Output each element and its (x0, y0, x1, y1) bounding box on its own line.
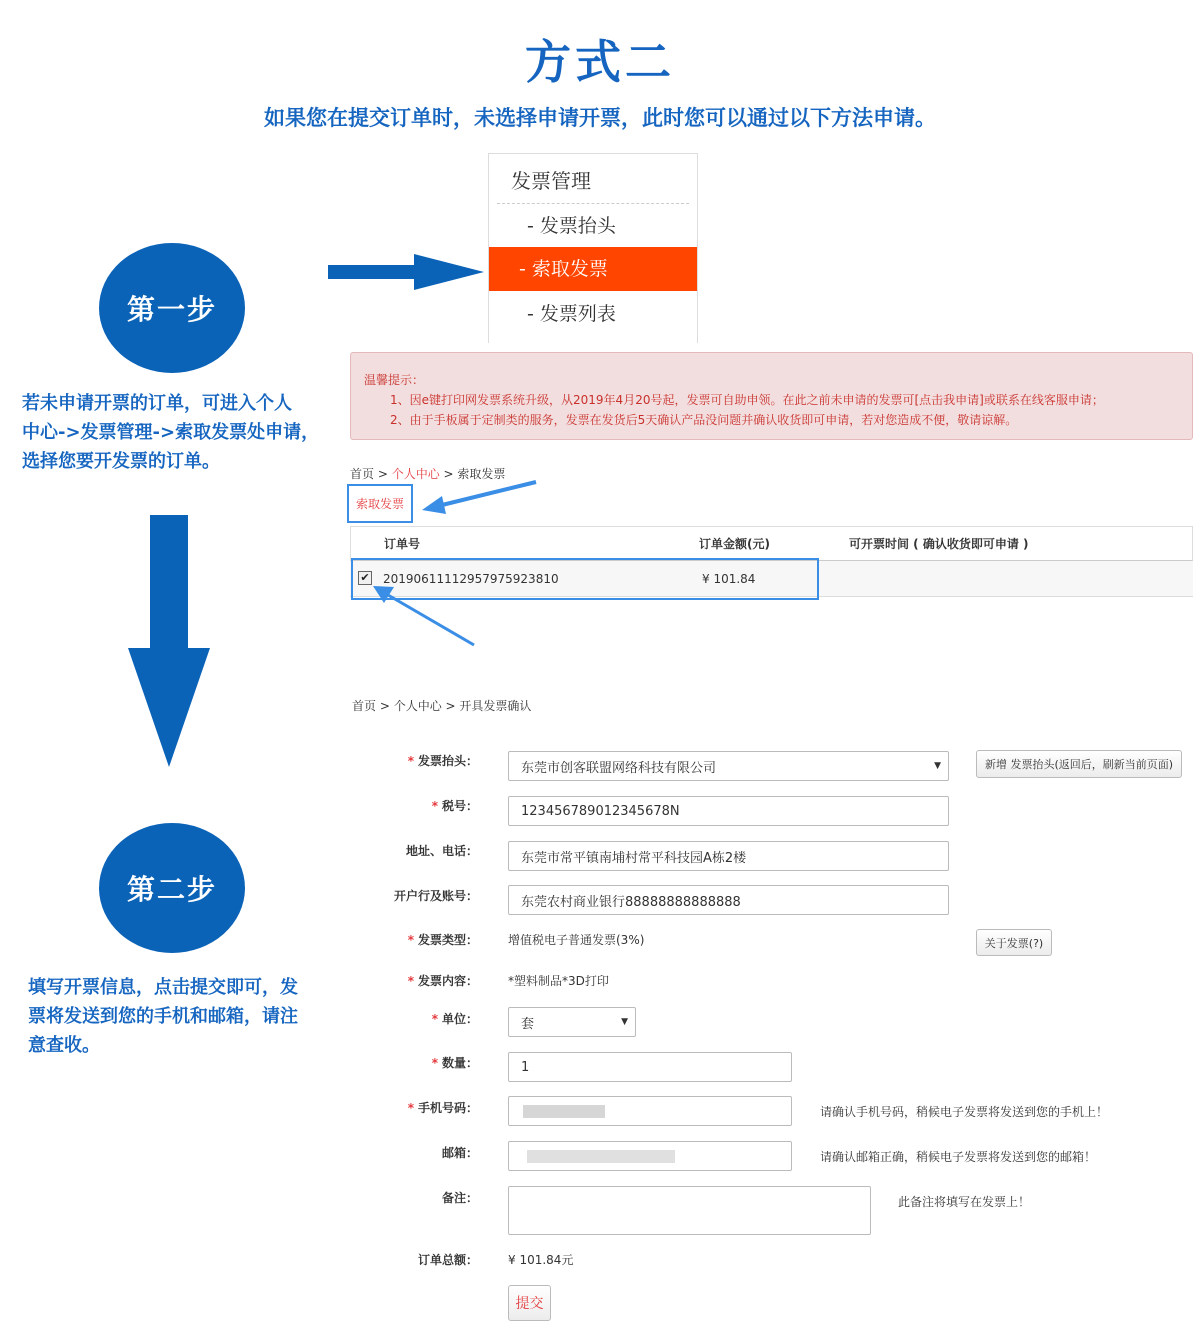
order-total-value: ¥ 101.84元 (508, 1253, 574, 1267)
phone-input[interactable] (508, 1096, 792, 1126)
right-arrow-icon (326, 252, 486, 292)
column-header-order-no: 订单号 (384, 537, 421, 551)
breadcrumb-current: 索取发票 (457, 467, 506, 481)
page-subtitle: 如果您在提交订单时，未选择申请开票，此时您可以通过以下方法申请。 (264, 106, 936, 130)
breadcrumb-personal-center[interactable]: 个人中心 (391, 467, 440, 481)
step-two-line: 意查收。 (28, 1035, 100, 1056)
phone-hint: 请确认手机号码，稍候电子发票将发送到您的手机上！ (820, 1105, 1109, 1119)
invoice-menu (488, 153, 698, 343)
notice-line: 2、由于手板属于定制类的服务，发票在发货后5天确认产品没问题并确认收货即可申请，若对您造成不便，敬请谅解。 (390, 413, 1018, 427)
claim-invoice-tab[interactable]: 索取发票 (347, 484, 413, 523)
quantity-input[interactable]: 1 (508, 1052, 792, 1082)
bank-account-input[interactable]: 东莞农村商业银行88888888888888 (508, 885, 949, 915)
order-table-header (350, 526, 1193, 561)
breadcrumb-home[interactable]: 首页 (352, 699, 377, 713)
order-amount: ¥ 101.84 (702, 571, 756, 586)
invoice-content-label: * 发票内容： (407, 974, 478, 988)
invoice-title-value: 东莞市创客联盟网络科技有限公司 (521, 760, 717, 776)
menu-item-invoice-list[interactable]: - 发票列表 (527, 303, 616, 325)
step-one-line: 若未申请开票的订单，可进入个人 (22, 393, 292, 414)
redacted-email (527, 1150, 675, 1163)
unit-label: * 单位： (431, 1012, 478, 1026)
step-two-circle: 第二步 (99, 823, 245, 953)
breadcrumb-separator: > (374, 467, 392, 481)
tax-number-input[interactable]: 123456789012345678N (508, 796, 949, 826)
quantity-label: * 数量： (431, 1056, 478, 1070)
address-phone-label: 地址、电话： (405, 844, 478, 858)
pointer-arrow-icon (370, 583, 478, 649)
step-two-line: 票将发送到您的手机和邮箱，请注 (28, 1006, 298, 1027)
breadcrumb-home[interactable]: 首页 (350, 467, 375, 481)
order-checkbox[interactable]: ✔ (358, 571, 372, 585)
add-invoice-title-button[interactable]: 新增 发票抬头(返回后，刷新当前页面) (976, 750, 1182, 778)
step-one-line: 中心->发票管理->索取发票处申请， (22, 422, 320, 443)
chevron-down-icon: ▼ (621, 1017, 628, 1027)
invoice-type-value: 增值税电子普通发票(3%) (508, 933, 645, 947)
breadcrumb-personal-center[interactable]: 个人中心 (393, 699, 442, 713)
breadcrumb (352, 697, 531, 714)
about-invoice-button[interactable]: 关于发票(?) (976, 929, 1052, 956)
invoice-title-label: * 发票抬头： (407, 754, 478, 768)
remark-label: 备注： (441, 1191, 478, 1205)
tax-number-label: * 税号： (431, 799, 478, 813)
redacted-phone (523, 1105, 605, 1118)
column-header-amount: 订单金额(元) (699, 537, 770, 551)
down-arrow-icon (126, 515, 212, 770)
step-one-line: 选择您要开发票的订单。 (22, 451, 220, 472)
bank-account-label: 开户行及账号： (393, 889, 478, 903)
order-number: 20190611112957975923810 (383, 571, 559, 586)
remark-hint: 此备注将填写在发票上！ (898, 1195, 1031, 1209)
invoice-menu-title: 发票管理 (497, 164, 689, 204)
breadcrumb-separator: > (441, 699, 460, 713)
invoice-type-label: * 发票类型： (407, 933, 478, 947)
email-input[interactable] (508, 1141, 792, 1171)
phone-label: * 手机号码： (407, 1101, 478, 1115)
unit-value: 套 (521, 1016, 535, 1032)
remark-textarea[interactable] (508, 1186, 871, 1235)
invoice-content-value: *塑料制品*3D打印 (508, 974, 609, 988)
notice-line: 1、因e键打印网发票系统升级，从2019年4月20号起，发票可自助申领。在此之前未申请的发票可[点击我申请]或联系在线客服申请； (390, 393, 1104, 407)
notice-box (350, 352, 1193, 440)
breadcrumb-separator: > (439, 467, 458, 481)
breadcrumb-separator: > (376, 699, 394, 713)
unit-select[interactable] (508, 1007, 636, 1037)
breadcrumb-current: 开具发票确认 (459, 699, 532, 713)
notice-heading: 温馨提示： (364, 373, 425, 387)
invoice-title-select[interactable] (508, 751, 949, 781)
step-one-circle: 第一步 (99, 243, 245, 373)
step-one-description (22, 389, 342, 476)
email-hint: 请确认邮箱正确，稍候电子发票将发送到您的邮箱！ (820, 1150, 1097, 1164)
step-two-line: 填写开票信息，点击提交即可，发 (28, 977, 298, 998)
column-header-time: 可开票时间 ( 确认收货即可申请 ) (849, 537, 1029, 551)
menu-item-invoice-header[interactable]: - 发票抬头 (527, 215, 616, 237)
step-two-description (28, 973, 338, 1060)
pointer-arrow-icon (418, 478, 540, 516)
address-phone-input[interactable]: 东莞市常平镇南埔村常平科技园A栋2楼 (508, 841, 949, 871)
page-title: 方式二 (525, 35, 675, 89)
menu-item-claim-invoice[interactable]: - 索取发票 (489, 247, 697, 291)
submit-button[interactable]: 提交 (508, 1285, 551, 1321)
email-label: 邮箱： (441, 1146, 478, 1160)
chevron-down-icon: ▼ (934, 761, 941, 771)
order-total-label: 订单总额： (417, 1253, 478, 1267)
